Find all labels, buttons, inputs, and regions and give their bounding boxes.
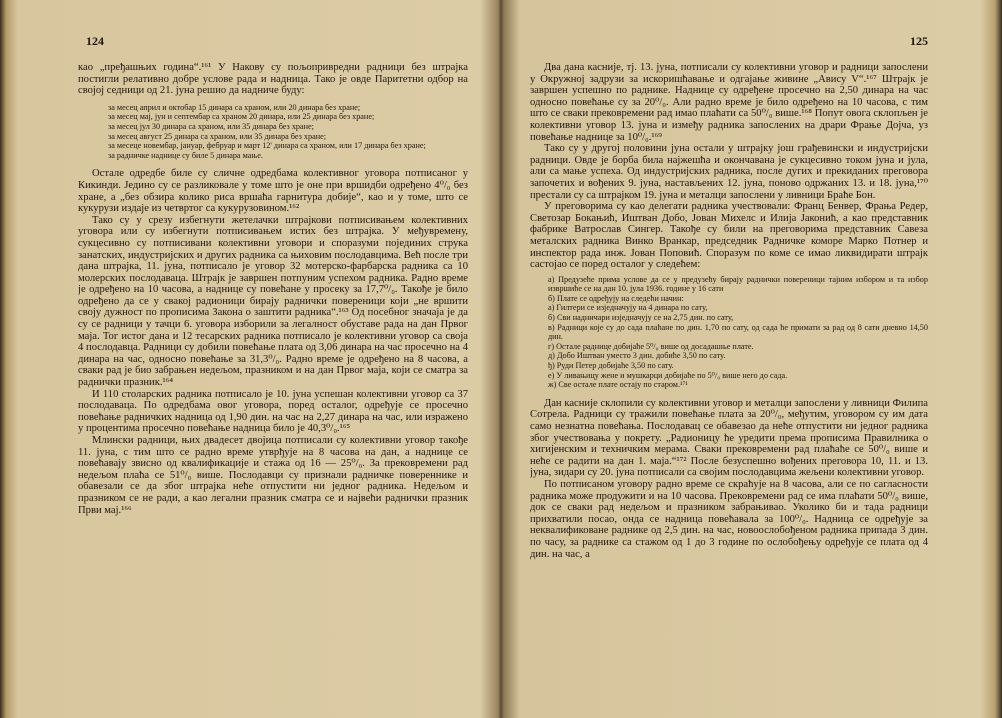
agreement-item: д) Добо Иштван уместо 3 дин. добиће 3,50 по сату. [548, 351, 726, 361]
wage-list-item: за месец август 25 динара са храном, или 35 динара без хране; [108, 131, 326, 141]
agreement-item: б) Плате се одређују на следећи начин: [548, 293, 684, 303]
agreement-item: а) Гилтери се изједначују на 4 динара по сату, [548, 303, 708, 313]
paragraph: По потписаном уговору радно време се скраћује на 8 часова, али се по сагласности радника може продужити и на 10 часова. Прековремени рад се има плаћати 50⁰/₀ више, док се сваки рад недељом и празником забрањивао. Уколико би и тада радници прихватили посао, онда се надница повећавала за 100⁰/₀. Надница се одређује за неквалификоване раднике од 2,5 дин. на час, новоослобођеном радника припада 3 дин. по часу, за раднике са стажом од 1 до 3 године по ослобођењу одређује се плата од 4 дин. на час, а [530, 478, 928, 560]
agreement-item: г) Остале раднице добијаће 5⁰/₀ више од досадашње плате. [548, 341, 754, 351]
page-number: 125 [910, 34, 928, 48]
left-page-body [78, 62, 468, 516]
paragraph: Тако су у срезу избегнути жетелачки штрајкови потписивањем колективних уговора или су избегнути потписивањем истих без штрајка. У међувремену, сукцесивно су потписивани колективни уговори и споразуми појединих струка занатских, индустријских и других радника са њиховим послодавцима. Већ после три дана штрајка, 11. јуна, потписало је уговор 32 мотерско-фарбарска радника са 10 молерских послодаваца. Штрајк је завршен потпуним успехом радника. Радно време је одређено на 10 часова, а наднице су повећане у просеку за 17,7⁰/₀. Такође је било одређено да се у свакој радионици бирају раднички повереници који „не вршити своју дужност по прописима Закона о заштити радника“.¹⁶³ Од посебног значаја је да су се радници у тачци 6. уговора изборили за легалност обуставе рада на дан Првог маја. Тог истог дана и 12 тесарских радника потписало је колективни уговор са своја 4 послодавца. Радници су добили повећање плата од 3,06 динара на час просечно на 4 динара на час, односно повећање за 31,3⁰/₀. Радно време је одређено на 8 часова, а сваки рад је био забрањен недељом, празником и на дан Првог маја, који се сматра за раднички празник.¹⁶⁴ [78, 214, 468, 389]
paragraph: Два дана касније, тј. 13. јуна, потписали су колективни уговор и радници запослени у Окружној задрузи за искоришћавање и одгајање живине „Авису V“.¹⁶⁷ Штрајк је завршен успешно по раднике. Наднице су одређене просечно на 2,50 динара на час односно повећање су за 20⁰/₀. Али радно време је било одређено на 10 часова, с тим што се сваки прековремени рад имао плаћати са 50⁰/₀ више.¹⁶⁸ Попут овога склопљен је колективни уговор 13. јуна и између радника запослених на драри Фрање Дојча, уз повећање наднице за 10⁰/₀.¹⁶⁹ [530, 62, 928, 143]
intro-paragraph: као „пређашњих година“.¹⁶¹ У Накову су пољопривредни радници без штрајка постигли релативно добре услове рада и надница. Тако је овде Паритетни одбор на својој седници од 21. јуна решио да надниче буду: [78, 62, 468, 97]
wage-list-item: за месец април и октобар 15 динара са храном, или 20 динара без хране; [108, 102, 361, 112]
right-page [530, 0, 928, 718]
agreement-item: б) Сви надничари изједначују се на 2,75 дин. по сату, [548, 313, 734, 323]
paragraph: И 110 столарских радника потписало је 10. јуна успешан колективни уговор са 37 послодаваца. По одредбама овог уговора, поред осталог, одређује се просечно повећање радничких надница од 1,90 дин. на час на 2,27 динара на час, или изражено у процентима просечно повећање надница било је 40,3⁰/₀.¹⁶⁵ [78, 388, 468, 435]
wage-list-item: за месеце новембар, јануар, фебруар и март 12' динара са храном, или 17 динара без хране; [108, 141, 426, 151]
wage-list-item: за месец јул 30 динара са храном, или 35 динара без хране; [108, 121, 314, 131]
page-number: 124 [86, 34, 104, 48]
agreement-item: а) Предузеће прима услове да се у предузећу бирају раднички повереници тајним избором и та избор извршиће се на дан 10. јула 1936. године у 16 сати [548, 274, 928, 294]
agreement-item: ђ) Руди Петер добијаће 3,50 по сату. [548, 361, 674, 371]
paragraph: Остале одредбе биле су сличне одредбама колективног уговора потписаног у Кикинди. Једино су се разликовале у томе што је оне при вршидби одређено 4⁰/₀ без хране, а „без обзира колико риса вршаћа гарнитура добије“, као и у томе, што се кукурузи издаје из четвртог са кукурузовином.¹⁶² [78, 168, 468, 215]
agreement-item: в) Радници које су до сада плаћане по дин. 1,70 по сату, од сада ће примати за рад од 8 сати дневно 14,50 дин. [548, 322, 928, 342]
paragraph: Млински радници, њих двадесет двојица потписали су колективни уговор такође 11. јуна, с тим што се радно време утврђује на 8 часова на дан, а наднице се повећавају звисно од квалификације и стажа од 16 — 25⁰/₀. За прековремени рад недељом плаћа се 51⁰/₀ више. Послодавци су признали радничке повереннике и обавезали се да због штрајка неће отпустити ни једног радника. Недељом и празником се не ради, а као легални празник сматра се и највећи раднички празник Први мај.¹⁶⁶ [78, 435, 468, 516]
wage-list-item: за радничке наднице су биле 5 динара мање. [108, 150, 263, 160]
wage-list [78, 103, 468, 161]
agreement-item: ж) Све остале плате остају по старом.¹⁷¹ [548, 380, 688, 390]
paragraph: Тако су у другој половини јуна остали у штрајку још грађевински и индустријски радници. Овде је борба била најжешћа и окончавана је сукцесивно током јуна и јула, али са мање успеха. Од индустријских радника, после дугих и прекиданих преговора започетих и вођених 9. јуна, настављених 12. јуна, поново одржаних 13. и 18. јуна,¹⁷⁰ престали су са штрајком 19. јуна и металци запослени у ливници Браће Бон. [530, 143, 928, 201]
wage-list-item: за месец мај, јун и септембар са храном 20 динара, или 25 динара без хране; [108, 112, 375, 122]
left-page [78, 0, 468, 718]
agreement-list [530, 275, 928, 390]
paragraph: Дан касније склопили су колективни уговор и металци запослени у ливници Филипа Сотрела. Радници су тражили повећање плата за 20⁰/₀, међутим, уговором су им дата само незнатна повећања. Послодавац се обавезао да неће отпустити ни једног радника због учествовања у покрету. „Радионицу ће уредити према прописима Правилника о хигијенским и техничким мерама. Сваки прековремени рад плаћаће се 50⁰/₀ више и неће се радити на дан 1. маја.“¹⁷² После безуспешно вођених преговора 10, 11. и 13. јуна, зидари су 20. јуна потписали са својим послодавцима жељени колективни уговор. [530, 397, 928, 479]
right-page-body [530, 62, 928, 560]
agreement-item: е) У ливањицу жене и мушкарци добијаће по 5⁰/₀ више него до сада. [548, 370, 788, 380]
paragraph: У преговорима су као делегати радника учествовали: Франц Бенвер, Фрања Редер, Светозар Бокањић, Иштван Добо, Јован Михелс и Илија Јаконић, а као представник фабрике Ватрослав Сингер. Такође су били на преговорима представник Савеза металских радника Винко Вранкар, председник Радничке коморе Марко Потнер и инспектор рада инж. Јован Поповић. Споразум по коме се имао ликвидирати штрајк састојао се поред осталог у следећем: [530, 201, 928, 271]
